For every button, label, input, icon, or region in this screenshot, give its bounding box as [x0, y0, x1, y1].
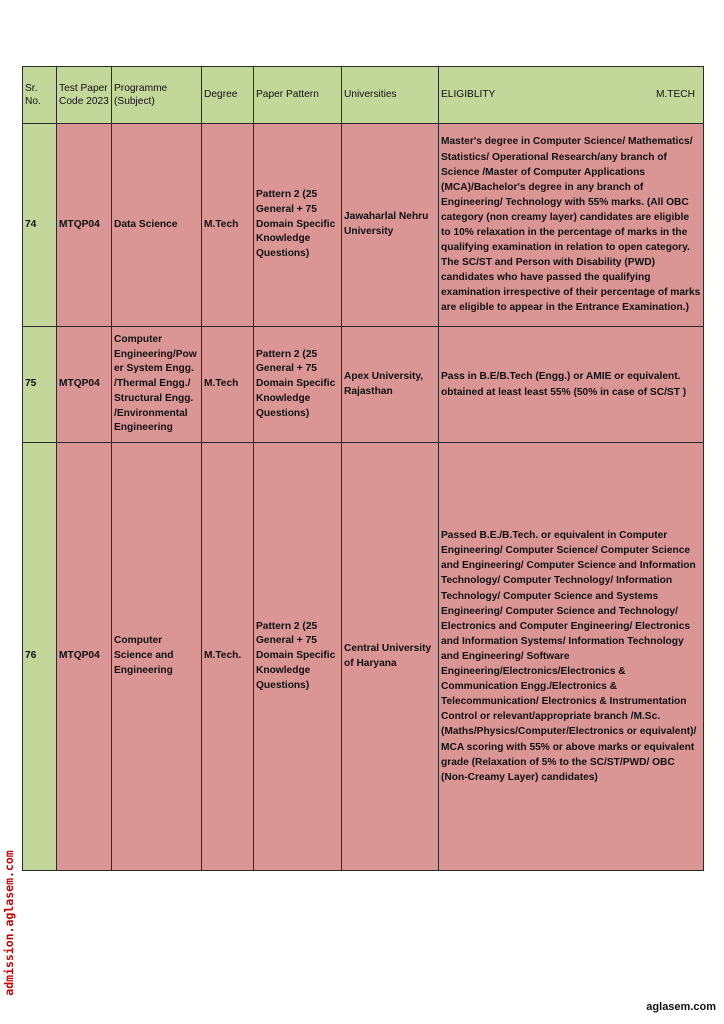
row-degree: M.Tech	[202, 327, 254, 443]
footer-brand: aglasem.com	[646, 1001, 716, 1013]
eligibility-table	[22, 66, 704, 871]
row-university: Central University of Haryana	[342, 443, 439, 871]
row-sr-no: 74	[23, 124, 57, 327]
header-paper-pattern: Paper Pattern	[254, 67, 342, 124]
row-degree: M.Tech	[202, 124, 254, 327]
row-eligibility: Passed B.E./B.Tech. or equivalent in Computer Engineering/ Computer Science/ Computer Science and Engineering/ Computer Science and Information Technology/ Computer Technology/ Information Technology/ Computer Science and Systems Engineering/ Computer Science and Technology/ Electronics and Computer Engineering/ Electronics and Information Systems/ Information Technology and Engineering/ Software Engineering/Electronics/Electronics & Communication Engg./Electronics & Telecommunication/ Electronics & Instrumentation Control or relevant/appropriate branch /M.Sc. (Maths/Physics/Computer/Electronics or equivalent)/ MCA scoring with 55% or above marks or equivalent grade (Relaxation of 5% to the SC/ST/PWD/ OBC (Non-Creamy Layer) candidates)	[439, 443, 704, 871]
header-test-paper-code: Test Paper Code 2023	[57, 67, 112, 124]
row-university: Apex University, Rajasthan	[342, 327, 439, 443]
header-eligibility-tag: M.TECH	[655, 89, 695, 101]
row-pattern: Pattern 2 (25 General + 75 Domain Specific Knowledge Questions)	[254, 327, 342, 443]
table-row	[23, 124, 704, 327]
row-code: MTQP04	[57, 443, 112, 871]
header-programme: Programme (Subject)	[112, 67, 202, 124]
table-header-row	[23, 67, 704, 124]
row-code: MTQP04	[57, 327, 112, 443]
row-programme: Data Science	[112, 124, 202, 327]
row-degree: M.Tech.	[202, 443, 254, 871]
row-eligibility: Pass in B.E/B.Tech (Engg.) or AMIE or equivalent. obtained at least least 55% (50% in case of SC/ST )	[439, 327, 704, 443]
header-sr-no: Sr. No.	[23, 67, 57, 124]
header-eligibility-label: ELIGIBLITY	[441, 89, 496, 101]
row-code: MTQP04	[57, 124, 112, 327]
row-pattern: Pattern 2 (25 General + 75 Domain Specific Knowledge Questions)	[254, 443, 342, 871]
header-eligibility	[439, 67, 704, 124]
row-eligibility: Master's degree in Computer Science/ Mathematics/ Statistics/ Operational Research/any branch of Science /Master of Computer Applications (MCA)/Bachelor's degree in any branch of Engineering/ Technology with 55% marks. (All OBC category (non creamy layer) candidates are eligible to 10% relaxation in the percentage of marks in the qualifying examination in relation to open category. The SC/ST and Person with Disability (PWD) candidates who have passed the qualifying examination irrespective of their percentage of marks are eligible to appear in the Entrance Examination.)	[439, 124, 704, 327]
table-row	[23, 327, 704, 443]
header-degree: Degree	[202, 67, 254, 124]
row-sr-no: 76	[23, 443, 57, 871]
table-row	[23, 443, 704, 871]
row-pattern: Pattern 2 (25 General + 75 Domain Specific Knowledge Questions)	[254, 124, 342, 327]
header-universities: Universities	[342, 67, 439, 124]
watermark	[4, 828, 18, 1018]
row-sr-no: 75	[23, 327, 57, 443]
row-university: Jawaharlal Nehru University	[342, 124, 439, 327]
row-programme: Computer Engineering/Power System Engg. /Thermal Engg./ Structural Engg. /Environmental Engineering	[112, 327, 202, 443]
row-programme: Computer Science and Engineering	[112, 443, 202, 871]
watermark-text: admission.aglasem.com	[2, 850, 16, 996]
